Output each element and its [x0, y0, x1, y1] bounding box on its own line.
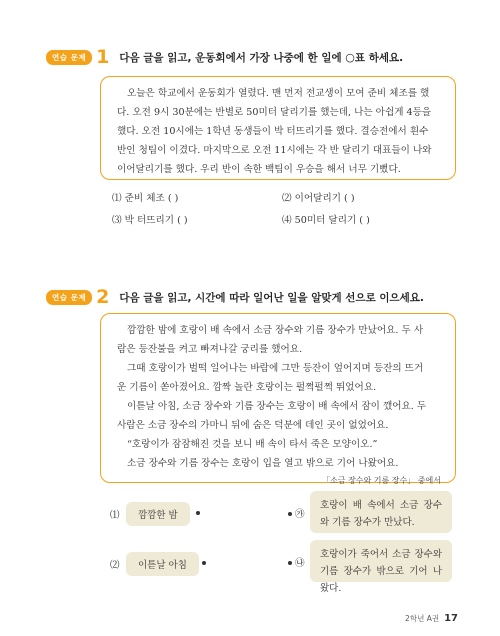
passage-line: 사람은 소금 장수의 가마니 뒤에 숨은 덕분에 데인 곳이 없었어요.: [117, 420, 389, 431]
question-number: 1: [96, 46, 110, 68]
passage-line: 오늘은 학교에서 운동회가 열렸다. 맨 먼저 전교생이 모여 준비 체조를 했: [127, 88, 430, 99]
question-2-header: [46, 288, 424, 307]
match-left-item-2: [110, 552, 199, 576]
passage-line: 그때 호랑이가 벌떡 일어나는 바람에 그만 등잔이 엎어지며 등잔의 뜨거: [127, 363, 424, 374]
passage-line: 람은 등잔불을 켜고 빠져나갈 궁리를 했어요.: [117, 344, 303, 355]
passage-line: 이튿날 아침, 소금 장수와 기름 장수는 호랑이 배 속에서 잠이 깼어요. 두: [127, 401, 427, 412]
question-1-header: [46, 48, 403, 67]
passage-line: “호랑이가 잠잠해진 것을 보니 배 속이 타서 죽은 모양이오.”: [127, 439, 378, 450]
match-number: ⑴: [110, 510, 120, 521]
question-instruction: 다음 글을 읽고, 시간에 따라 일어난 일을 알맞게 선으로 이으세요.: [119, 292, 424, 304]
passage-line: 깜깜한 밤에 호랑이 배 속에서 소금 장수와 기름 장수가 만났어요. 두 사: [127, 325, 424, 336]
footer-book-label: 2학년 A권: [405, 614, 440, 623]
match-dot-left-2[interactable]: [202, 561, 206, 565]
match-left-item-1: [110, 502, 190, 526]
exercise-tag: 연습 문제: [46, 50, 92, 65]
match-right-box-2: 호랑이가 죽어서 소금 장수와 기름 장수가 밖으로 기어 나왔다.: [310, 540, 452, 582]
match-left-box: 이튿날 아침: [126, 552, 199, 576]
option-3[interactable]: ⑶ 박 터뜨리기 ( ): [112, 215, 188, 226]
option-4[interactable]: ⑷ 50미터 달리기 ( ): [282, 215, 370, 226]
passage-line: 소금 장수와 기름 장수는 호랑이 입을 열고 밖으로 기어 나왔어요.: [127, 458, 399, 469]
passage-line: 다. 오전 9시 30분에는 반별로 50미터 달리기를 했는데, 나는 아쉽게 4등을: [117, 107, 432, 118]
passage-line: 반인 청팀이 이겼다. 마지막으로 오전 11시에는 각 반 달리기 대표들이 나와: [117, 145, 432, 156]
match-dot-right-2[interactable]: [288, 561, 292, 565]
passage-line: 운 기름이 쏟아졌어요. 깜짝 놀란 호랑이는 펄쩍펄쩍 뛰었어요.: [117, 382, 377, 393]
question-number: 2: [96, 286, 110, 308]
match-right-box-1: 호랑이 배 속에서 소금 장수와 기름 장수가 만났다.: [310, 491, 452, 533]
page-footer: [405, 613, 458, 624]
option-1[interactable]: ⑴ 준비 체조 ( ): [112, 193, 179, 204]
page-number: 17: [444, 613, 458, 624]
match-dot-right-1[interactable]: [288, 512, 292, 516]
question-1-passage: [100, 76, 456, 180]
passage-source: 「소금 장수와 기름 장수」 중에서: [322, 476, 441, 485]
question-instruction: 다음 글을 읽고, 운동회에서 가장 나중에 한 일에 ○표 하세요.: [119, 51, 404, 64]
exercise-tag: 연습 문제: [46, 290, 92, 305]
match-mark-na: ㉯: [295, 558, 305, 569]
passage-line: 했다. 오전 10시에는 1학년 동생들이 박 터뜨리기를 했다. 결승전에서 흰수: [117, 126, 429, 137]
match-dot-left-1[interactable]: [196, 511, 200, 515]
question-1-options: [112, 190, 452, 226]
match-number: ⑵: [110, 560, 120, 571]
circle-mark: ○: [345, 51, 355, 64]
question-2-passage: [100, 313, 456, 483]
option-2[interactable]: ⑵ 이어달리기 ( ): [282, 193, 355, 204]
passage-line: 이어달리기를 했다. 우리 반이 속한 백팀이 우승을 해서 너무 기뻤다.: [117, 164, 401, 175]
match-mark-ga: ㉮: [295, 509, 305, 520]
match-left-box: 깜깜한 밤: [126, 502, 190, 526]
